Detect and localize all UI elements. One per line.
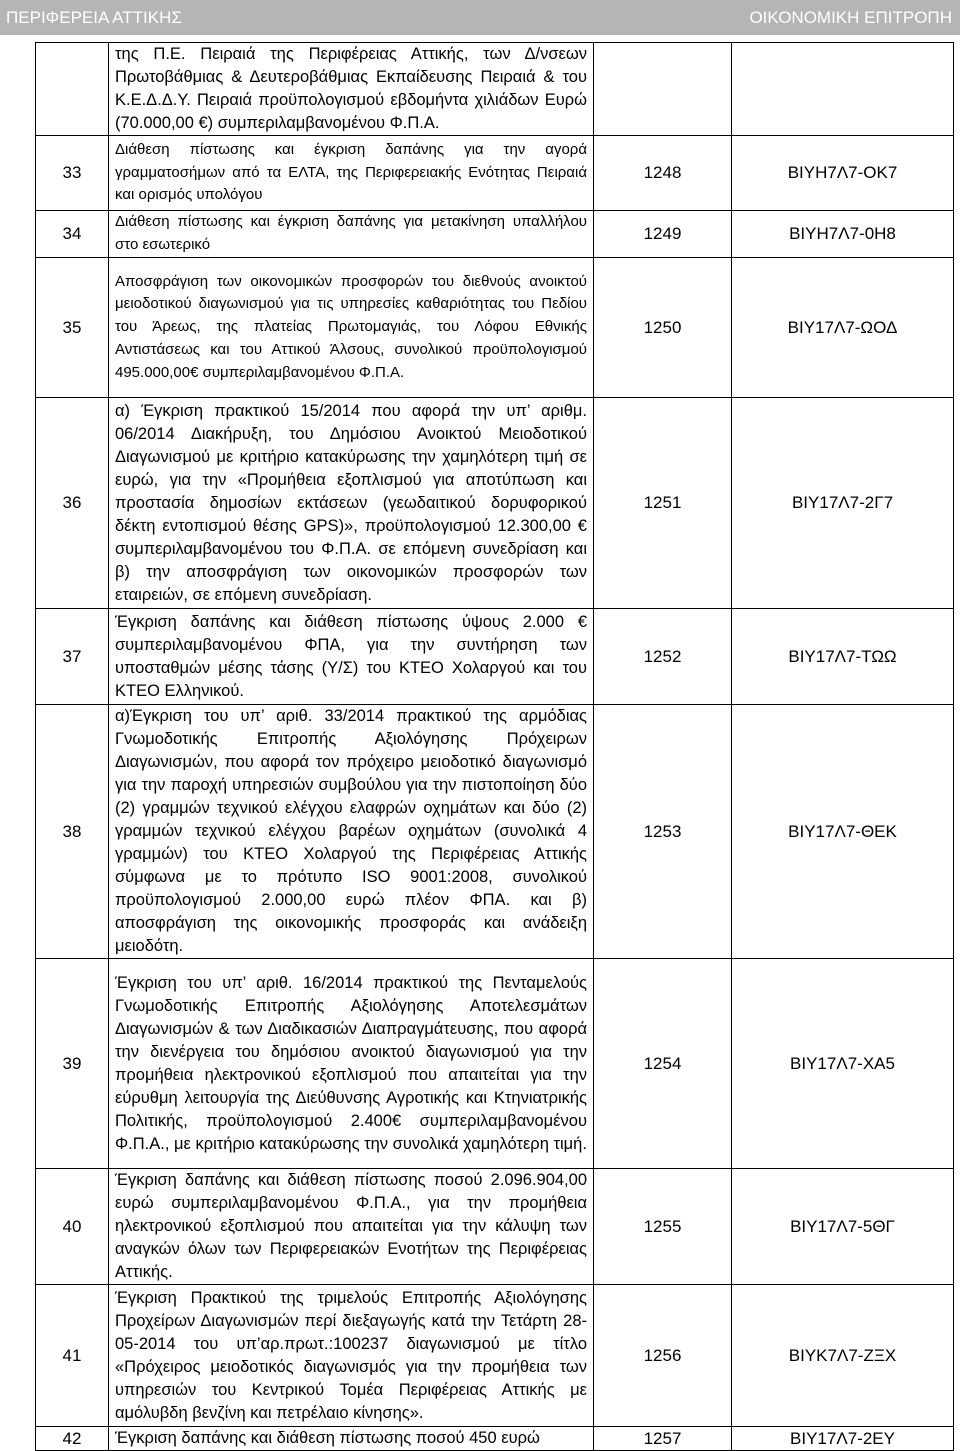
table-row bbox=[36, 1169, 954, 1285]
table-row bbox=[36, 43, 954, 136]
row-description: Έγκριση δαπάνης και διάθεση πίστωσης ποσού 450 ευρώ bbox=[109, 1427, 594, 1451]
decisions-table bbox=[35, 42, 954, 1451]
row-number: 33 bbox=[36, 136, 109, 211]
row-protocol: 1254 bbox=[594, 959, 732, 1169]
row-ada: ΒΙΥΗ7Λ7-0Η8 bbox=[732, 211, 954, 258]
row-number: 37 bbox=[36, 609, 109, 705]
row-ada bbox=[732, 43, 954, 136]
row-description: της Π.Ε. Πειραιά της Περιφέρειας Αττικής, των Δ/νσεων Πρωτοβάθμιας & Δευτεροβάθμιας Εκπαίδευσης Πειραιά & του Κ.Ε.Δ.Δ.Υ. Πειραιά προϋπολογισμού εβδομήντα χιλιάδων Ευρώ (70.000,00 €) συμπεριλαμβανομένου Φ.Π.Α. bbox=[109, 43, 594, 136]
row-protocol bbox=[594, 43, 732, 136]
table-row bbox=[36, 1285, 954, 1427]
table-row bbox=[36, 705, 954, 959]
row-number: 39 bbox=[36, 959, 109, 1169]
row-ada: ΒΙΥΚ7Λ7-ΖΞΧ bbox=[732, 1285, 954, 1427]
row-description: Διάθεση πίστωσης και έγκριση δαπάνης για μετακίνηση υπαλλήλου στο εσωτερικό bbox=[109, 211, 594, 258]
table-row bbox=[36, 959, 954, 1169]
row-description: α)Έγκριση του υπ’ αριθ. 33/2014 πρακτικού της αρμόδιας Γνωμοδοτικής Επιτροπής Αξιολόγησης Πρόχειρων Διαγωνισμών, που αφορά τον πρόχειρο μειοδοτικό διαγωνισμό για την παροχή υπηρεσιών συμβούλου για την πιστοποίηση δύο (2) γραμμών τεχνικού ελέγχου ελαφρών οχημάτων και δύο (2) γραμμών τεχνικού ελέγχου βαρέων οχημάτων (συνολικά 4 γραμμών) του ΚΤΕΟ Χολαργού της Περιφέρειας Αττικής σύμφωνα με το πρότυπο ISO 9001:2008, συνολικού προϋπολογισμού 2.000,00 ευρώ πλέον ΦΠΑ. και β) αποσφράγιση της οικονομικής προσφοράς και ανάδειξη μειοδότη. bbox=[109, 705, 594, 959]
row-number: 34 bbox=[36, 211, 109, 258]
row-number: 38 bbox=[36, 705, 109, 959]
row-protocol: 1248 bbox=[594, 136, 732, 211]
row-number: 40 bbox=[36, 1169, 109, 1285]
row-protocol: 1252 bbox=[594, 609, 732, 705]
row-ada: ΒΙΥ17Λ7-ΤΩΩ bbox=[732, 609, 954, 705]
row-description: Έγκριση Πρακτικού της τριμελούς Επιτροπής Αξιολόγησης Προχείρων Διαγωνισμών περί διεξαγωγής κατά την Τετάρτη 28-05-2014 του υπ’αρ.πρωτ.:100237 διαγωνισμού με τίτλο «Πρόχειρος μειοδοτικός διαγωνισμός για την προμήθεια των υπηρεσιών του Κεντρικού Τομέα Περιφέρειας Αττικής με αμόλυβδη βενζίνη και πετρέλαιο κίνησης». bbox=[109, 1285, 594, 1427]
row-number bbox=[36, 43, 109, 136]
row-description: Έγκριση του υπ’ αριθ. 16/2014 πρακτικού της Πενταμελούς Γνωμοδοτικής Επιτροπής Αξιολόγησης Αποτελεσμάτων Διαγωνισμών & των Διαδικασιών Διαπραγμάτευσης, που αφορά την διενέργεια του δημόσιου ανοικτού διαγωνισμού για την προμήθεια ηλεκτρονικού εξοπλισμού που απαιτείται για την εύρυθμη λειτουργία της Διεύθυνσης Αγροτικής και Κτηνιατρικής Πολιτικής, προϋπολογισμού 2.400€ συμπεριλαμβανομένου Φ.Π.Α., με κριτήριο κατακύρωσης την συνολικά χαμηλότερη τιμή. bbox=[109, 959, 594, 1169]
row-ada: ΒΙΥ17Λ7-2Γ7 bbox=[732, 398, 954, 609]
row-description: α) Έγκριση πρακτικού 15/2014 που αφορά την υπ’ αριθμ. 06/2014 Διακήρυξη, του Δημόσιου Ανοικτού Μειοδοτικού Διαγωνισμού με κριτήριο κατακύρωσης την χαμηλότερη τιμή σε ευρώ, για την «Προμήθεια εξοπλισμού για αποτύπωση και προστασία δημοσίων εκτάσεων (γεωδαιτικού δορυφορικού δέκτη εντοπισμού θέσης GPS)», προϋπολογισμού 12.300,00 € συμπεριλαμβανομένου του Φ.Π.Α. σε επόμενη συνεδρίαση και β) την αποσφράγιση των οικονομικών προσφορών των εταιρειών, σε επόμενη συνεδρίαση. bbox=[109, 398, 594, 609]
table-row bbox=[36, 398, 954, 609]
row-ada: ΒΙΥΗ7Λ7-ΟΚ7 bbox=[732, 136, 954, 211]
row-number: 36 bbox=[36, 398, 109, 609]
page-header bbox=[0, 0, 960, 35]
row-number: 41 bbox=[36, 1285, 109, 1427]
row-ada: ΒΙΥ17Λ7-ΘΕΚ bbox=[732, 705, 954, 959]
table-row bbox=[36, 136, 954, 211]
row-description: Έγκριση δαπάνης και διάθεση πίστωσης ύψους 2.000 € συμπεριλαμβανομένου ΦΠΑ, για την συντήρηση των υποσταθμών μέσης τάσης (Υ/Σ) του ΚΤΕΟ Χολαργού και του ΚΤΕΟ Ελληνικού. bbox=[109, 609, 594, 705]
row-description: Έγκριση δαπάνης και διάθεση πίστωσης ποσού 2.096.904,00 ευρώ συμπεριλαμβανομένου Φ.Π.Α., για την προμήθεια ηλεκτρονικού εξοπλισμού που απαιτείται για την κάλυψη των αναγκών όλων των Περιφερειακών Ενοτήτων της Περιφέρειας Αττικής. bbox=[109, 1169, 594, 1285]
table-row bbox=[36, 211, 954, 258]
row-description: Διάθεση πίστωσης και έγκριση δαπάνης για την αγορά γραμματοσήμων από τα ΕΛΤΑ, της Περιφερειακής Ενότητας Πειραιά και ορισμός υπολόγου bbox=[109, 136, 594, 211]
row-protocol: 1250 bbox=[594, 258, 732, 398]
table-row bbox=[36, 258, 954, 398]
row-description: Αποσφράγιση των οικονομικών προσφορών του διεθνούς ανοικτού μειοδοτικού διαγωνισμού για τις υπηρεσίες καθαριότητας του Πεδίου του Άρεως, της πλατείας Πρωτομαγιάς, του Λόφου Εθνικής Αντιστάσεως και του Αττικού Άλσους, συνολικού προϋπολογισμού 495.000,00€ συμπεριλαμβανομένου Φ.Π.Α. bbox=[109, 258, 594, 398]
row-ada: ΒΙΥ17Λ7-ΩΟΔ bbox=[732, 258, 954, 398]
table-row bbox=[36, 609, 954, 705]
row-protocol: 1256 bbox=[594, 1285, 732, 1427]
row-ada: ΒΙΥ17Λ7-ΧΑ5 bbox=[732, 959, 954, 1169]
row-number: 35 bbox=[36, 258, 109, 398]
row-number: 42 bbox=[36, 1427, 109, 1451]
row-protocol: 1255 bbox=[594, 1169, 732, 1285]
header-committee-title: ΟΙΚΟΝΟΜΙΚΗ ΕΠΙΤΡΟΠΗ bbox=[749, 8, 952, 27]
row-protocol: 1249 bbox=[594, 211, 732, 258]
row-ada: ΒΙΥ17Λ7-5ΘΓ bbox=[732, 1169, 954, 1285]
header-region-title: ΠΕΡΙΦΕΡΕΙΑ ΑΤΤΙΚΗΣ bbox=[6, 8, 182, 27]
table-row bbox=[36, 1427, 954, 1451]
row-protocol: 1257 bbox=[594, 1427, 732, 1451]
row-ada: ΒΙΥ17Λ7-2ΕΥ bbox=[732, 1427, 954, 1451]
row-protocol: 1253 bbox=[594, 705, 732, 959]
row-protocol: 1251 bbox=[594, 398, 732, 609]
